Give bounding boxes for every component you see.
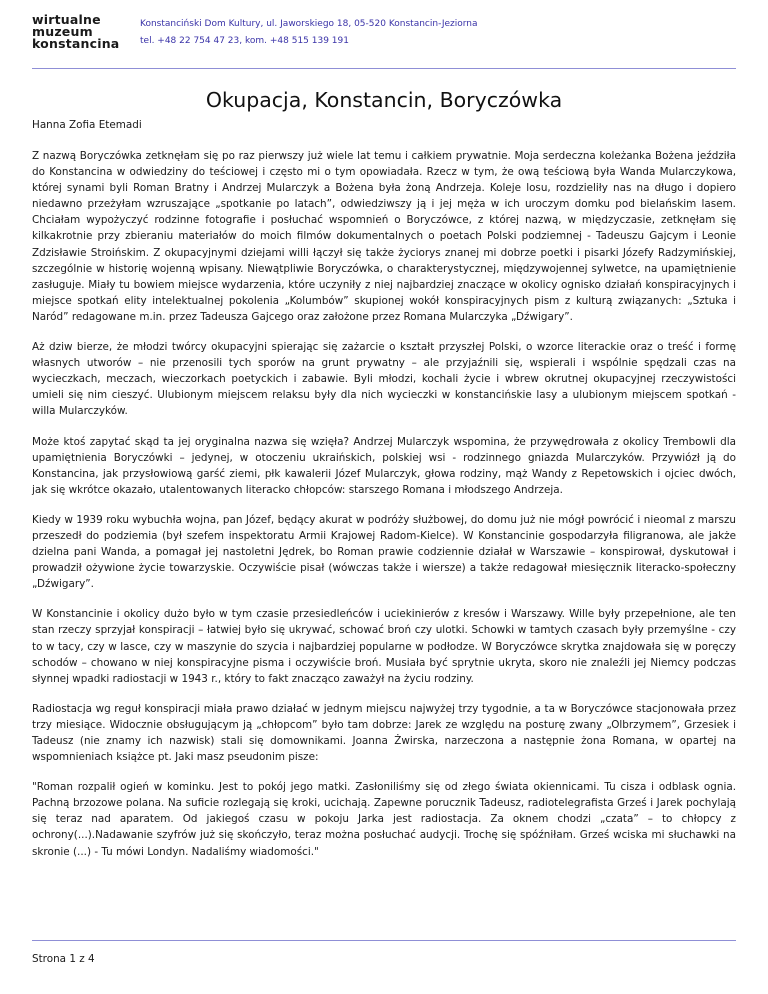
page-header xyxy=(32,14,736,52)
paragraph-2: Aż dziw bierze, że młodzi twórcy okupacyjni spierając się zażarcie o kształt przyszłej Polski, o wzorce literackie oraz o treść i formę własnych utworów – nie przenosili tych sporów na grunt prywatny – ale przyjaźnili się, wspierali i wspólnie spędzali czas na wycieczkach, meczach, wieczorkach poetyckich i zabawie. Byli młodzi, kochali życie i wbrew okrutnej okupacyjnej rzeczywistości umieli się nim cieszyć. Ulubionym miejscem relaksu były dla nich wycieczki w konstancińskie lasy a ulubionym miejscem spotkań - willa Mularczyków. xyxy=(32,341,736,418)
museum-logo[interactable] xyxy=(32,14,132,52)
article-title: Okupacja, Konstancin, Boryczówka xyxy=(205,88,563,112)
contact-address: Konstanciński Dom Kultury, ul. Jaworskiego 18, 05-520 Konstancin-Jeziorna xyxy=(140,19,478,29)
page-number: Strona 1 z 4 xyxy=(32,953,95,965)
header-divider xyxy=(32,68,736,69)
article-author: Hanna Zofia Etemadi xyxy=(32,119,142,131)
paragraph-6: Radiostacja wg reguł konspiracji miała prawo działać w jednym miejscu najwyżej trzy tygodnie, a ta w Boryczówce stacjonowała przez trzy miesiące. Widocznie obsługującym ją „chłopcom” było tam dobrze: Jarek ze względu na posturę zwany „Olbrzymem”, Grzesiek i Tadeusz (nie znamy ich nazwisk) stali się domownikami. Joanna Żwirska, narzeczona a następnie żona Romana, w opartej na wspomnieniach książce pt. Jaki masz pseudonim pisze: xyxy=(32,702,736,764)
paragraph-1: Z nazwą Boryczówka zetknęłam się po raz pierwszy już wiele lat temu i całkiem prywatnie. Moja serdeczna koleżanka Bożena jeździła do Konstancina w odwiedziny do teściowej i często mi o tym opowiadała. Rzecz w tym, że ową teściową była Wanda Mularczykowa, której synami byli Roman Bratny i Andrzej Mularczyk a Bożena była żoną Andrzeja. Koleje losu, rozdzieliły nas na długo i dopiero niedawno przeżyłam wzruszające „spotkanie po latach”, odwiedziwszy ją i jej męża w ich uroczym domku pod bielańskim lasem. Chciałam wypożyczyć rodzinne fotografie i posłuchać wspomnień o Boryczówce, z której nazwą, w międzyczasie, zetknęłam się kilkakrotnie przy zbieraniu materiałów do moich filmów dokumentalnych o poetach Polski podziemnej - Tadeuszu Gajcym i Leonie Zdzisławie Stroińskim. Z okupacyjnymi dziejami willi łączył się także życiorys znanej mi dobrze poetki i pisarki Józefy Radzymińskiej, szczególnie w historię wojenną wpisany. Niewątpliwie Boryczówka, o charakterystycznej, międzywojennej sylwetce, na upamiętnienie zasługuje. Miały tu bowiem miejsce wydarzenia, które uczyniły z niej najbardziej znaczące w okolicy ognisko działań konspiracyjnych i miejsce spotkań elity intelektualnej pokolenia „Kolumbów” skupionej wokół konspiracyjnych pism z kulturą związanych: „Sztuka i Naród” redagowane m.in. przez Tadeusza Gajcego oraz założone przez Romana Mularczyka „Dźwigary”. xyxy=(32,150,736,323)
footer-divider xyxy=(32,940,736,941)
article-body xyxy=(32,148,736,874)
paragraph-5: W Konstancinie i okolicy dużo było w tym czasie przesiedleńców i uciekinierów z kresów i Warszawy. Wille były przepełnione, ale ten stan rzeczy sprzyjał konspiracji – łatwiej było się ukrywać, schować broń czy ulotki. Schowki w tamtych czasach były przemyślne - czy to w tacy, czy w lasce, czy w maszynie do szycia i najbardziej popularne w podłodze. W Boryczówce skrytka znajdowała się w poręczy schodów – chowano w niej konspiracyjne pisma i oczywiście broń. Musiała być sprytnie ukryta, skoro nie znaleźli jej Niemcy podczas słynnej wpadki radiostacji w 1943 r., który to fakt znacząco zaważył na życiu rodziny. xyxy=(32,608,736,685)
logo-line-2: muzeum xyxy=(32,24,93,39)
paragraph-7-quote: "Roman rozpalił ogień w kominku. Jest to pokój jego matki. Zasłoniliśmy się od złego świata okiennicami. Tu cisza i odblask ognia. Pachną brzozowe polana. Na suficie rozlegają się kroki, ucichają. Zapewne porucznik Tadeusz, radiotelegrafista Grześ i Jarek pochylają się teraz nad aparatem. Od jakiegoś czasu w pokoju Jarka jest radiostacja. Za oknem chodzi „czata” – to chłopcy z ochrony(...).Nadawanie szyfrów już się skończyło, teraz można posłuchać audycji. Trochę się spóźniłam. Grześ wciska mi słuchawki na skronie (...) - Tu mówi Londyn. Nadaliśmy wiadomości." xyxy=(32,781,736,858)
logo-line-1: wirtualne xyxy=(32,12,101,27)
contact-info xyxy=(140,14,730,47)
contact-phone: tel. +48 22 754 47 23, kom. +48 515 139 191 xyxy=(140,36,349,46)
paragraph-3: Może ktoś zapytać skąd ta jej oryginalna nazwa się wzięła? Andrzej Mularczyk wspomina, że przywędrowała z okolicy Trembowli dla upamiętnienia Boryczówki – jedynej, w otoczeniu ukraińskich, polskiej wsi - rodzinnego gniazda Mularczyków. Przywiózł ją do Konstancina, jak przysłowiową garść ziemi, płk kawalerii Józef Mularczyk, głowa rodziny, mąż Wandy z Repetowskich i ojciec dwóch, jak się wkrótce okazało, utalentowanych literacko chłopców: starszego Romana i młodszego Andrzeja. xyxy=(32,435,736,496)
logo-line-3: konstancina xyxy=(32,36,120,51)
paragraph-4: Kiedy w 1939 roku wybuchła wojna, pan Józef, będący akurat w podróży służbowej, do domu już nie mógł powrócić i nieomal z marszu przeszedł do podziemia (był szefem inspektoratu Armii Krajowej Radom-Kielce). W Konstancinie gospodarzyła filigranowa, ale jakże dzielna pani Wanda, a pomagał jej nastoletni Jędrek, bo Roman prawie codziennie działał w Warszawie – konspirował, dyskutował i prowadził ożywione życie towarzyskie. Oczywiście pisał (wówczas także i wiersze) a także redagował miesięcznik literacko-społeczny „Dźwigary”. xyxy=(32,513,736,591)
